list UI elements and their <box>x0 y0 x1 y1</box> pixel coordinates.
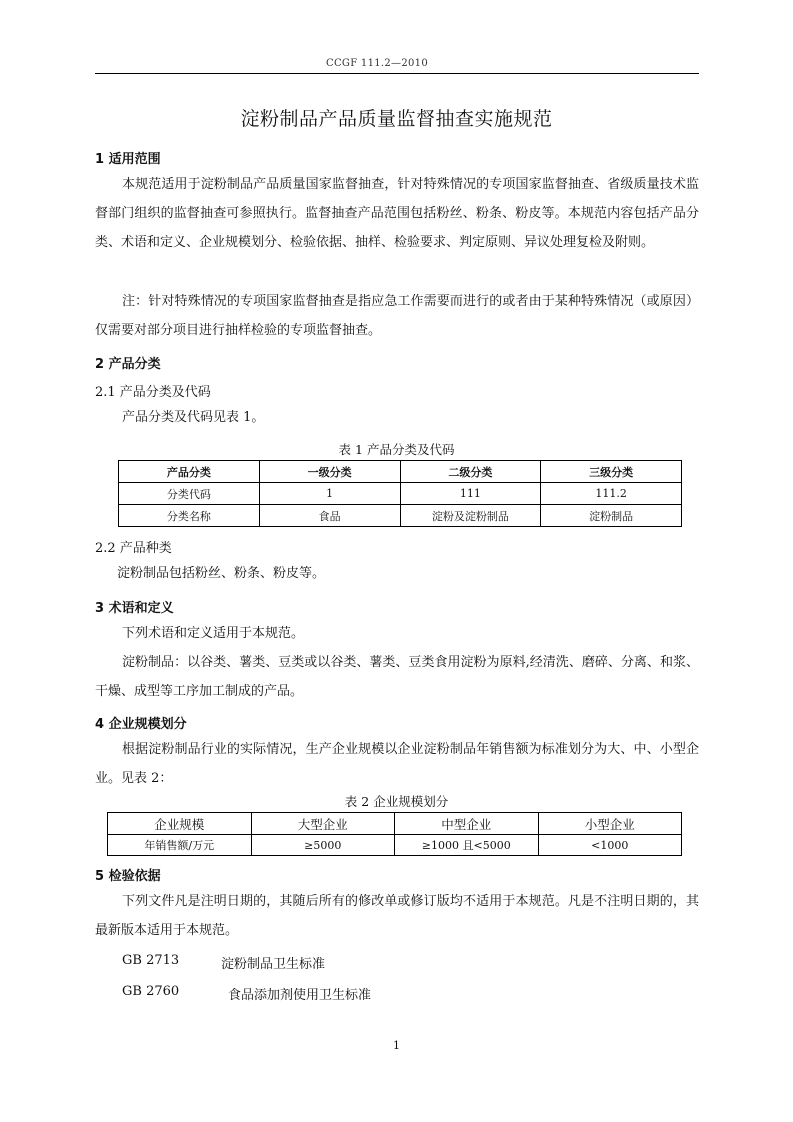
section-2-2-text: 淀粉制品包括粉丝、粉条、粉皮等。 <box>117 566 326 581</box>
table-2-header-cell: 中型企业 <box>395 813 539 835</box>
reference-name: 淀粉制品卫生标准 <box>221 957 326 972</box>
table-row <box>119 505 682 527</box>
table-cell: 淀粉制品 <box>541 505 682 527</box>
table-2-header-cell: 企业规模 <box>108 813 252 835</box>
table-cell: 111.2 <box>541 483 682 505</box>
table-1 <box>118 460 682 527</box>
table-2-caption: 表 2 企业规模划分 <box>344 794 449 809</box>
table-2 <box>107 812 682 856</box>
section-5-heading: 5 检验依据 <box>95 869 161 884</box>
table-1-header-cell: 二级分类 <box>400 461 541 483</box>
section-5-paragraph: 下列文件凡是注明日期的，其随后所有的修改单或修订版均不适用于本规范。凡是不注明日期的，其最新版本适用于本规范。 <box>95 894 699 938</box>
section-2-1-text: 产品分类及代码见表 1。 <box>122 410 265 425</box>
table-cell: 淀粉及淀粉制品 <box>400 505 541 527</box>
reference-code: GB 2760 <box>122 984 180 999</box>
table-cell: 1 <box>259 483 400 505</box>
table-cell: ≥5000 <box>251 835 395 856</box>
table-cell: 年销售额/万元 <box>108 835 252 856</box>
section-1-note: 注：针对特殊情况的专项国家监督抽查是指应急工作需要而进行的或者由于某种特殊情况（或原因）仅需要对部分项目进行抽样检验的专项监督抽查。 <box>95 294 699 338</box>
table-1-header-cell: 三级分类 <box>541 461 682 483</box>
table-cell: 食品 <box>259 505 400 527</box>
table-row <box>119 483 682 505</box>
section-3-heading: 3 术语和定义 <box>95 601 174 616</box>
section-3-paragraph-2: 淀粉制品：以谷类、薯类、豆类或以谷类、薯类、豆类食用淀粉为原料,经清洗、磨碎、分离、和浆、干燥、成型等工序加工制成的产品。 <box>95 655 699 699</box>
table-1-header-cell: 一级分类 <box>259 461 400 483</box>
table-cell: <1000 <box>538 835 682 856</box>
table-cell: 分类代码 <box>119 483 260 505</box>
reference-name: 食品添加剂使用卫生标准 <box>228 988 372 1003</box>
section-3-paragraph-1: 下列术语和定义适用于本规范。 <box>122 626 305 641</box>
table-2-header-row <box>108 813 682 835</box>
section-2-1-heading: 2.1 产品分类及代码 <box>95 385 211 400</box>
standard-code: CCGF 111.2—2010 <box>326 58 428 69</box>
table-2-header-cell: 大型企业 <box>251 813 395 835</box>
section-4-paragraph: 根据淀粉制品行业的实际情况，生产企业规模以企业淀粉制品年销售额为标准划分为大、中、小型企业。见表 2： <box>95 742 699 786</box>
section-2-2-heading: 2.2 产品种类 <box>95 541 172 556</box>
section-1-heading: 1 适用范围 <box>95 152 161 167</box>
page-number: 1 <box>393 1039 400 1052</box>
table-1-header-cell: 产品分类 <box>119 461 260 483</box>
section-1-paragraph: 本规范适用于淀粉制品产品质量国家监督抽查，针对特殊情况的专项国家监督抽查、省级质量技术监督部门组织的监督抽查可参照执行。监督抽查产品范围包括粉丝、粉条、粉皮等。本规范内容包括产品分类、术语和定义、企业规模划分、检验依据、抽样、检验要求、判定原则、异议处理复检及附则。 <box>95 177 699 250</box>
table-2-header-cell: 小型企业 <box>538 813 682 835</box>
table-row <box>108 835 682 856</box>
table-1-caption: 表 1 产品分类及代码 <box>338 442 455 457</box>
section-4-heading: 4 企业规模划分 <box>95 717 187 732</box>
table-cell: ≥1000 且<5000 <box>395 835 539 856</box>
reference-code: GB 2713 <box>122 953 180 968</box>
table-cell: 分类名称 <box>119 505 260 527</box>
table-cell: 111 <box>400 483 541 505</box>
table-1-header-row <box>119 461 682 483</box>
header-divider <box>95 73 699 74</box>
section-2-heading: 2 产品分类 <box>95 357 161 372</box>
document-title: 淀粉制品产品质量监督抽查实施规范 <box>240 108 553 130</box>
